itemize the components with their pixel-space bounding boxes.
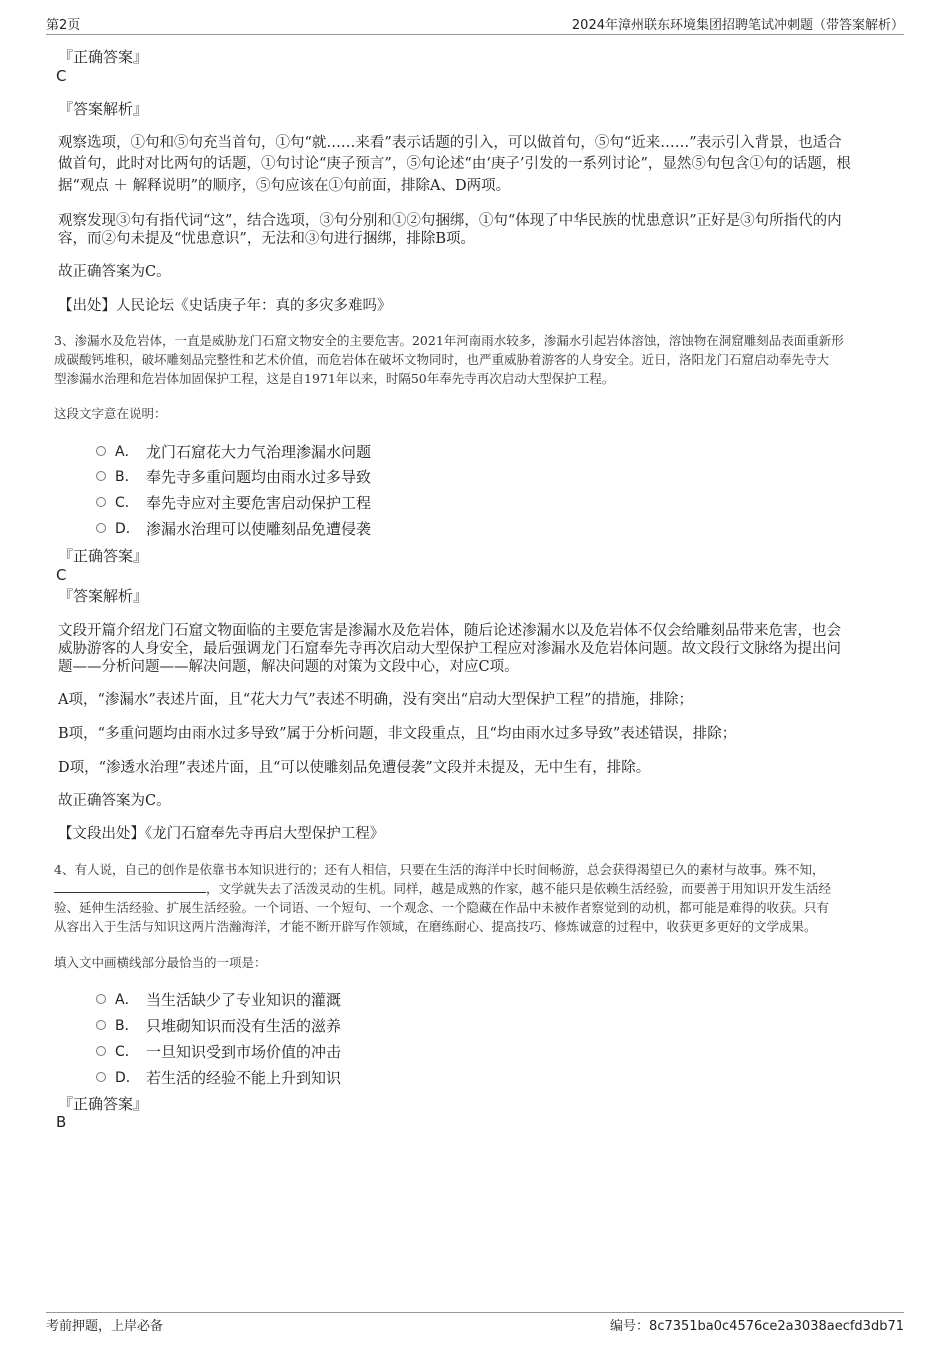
q4-stem-line: 4、有人说，自己的创作是依靠书本知识进行的；还有人相信，只要在生活的海洋中长时间畅游，总会获得渴望已久的素材与故事。殊不知， [54, 862, 825, 877]
radio-button[interactable] [96, 497, 106, 507]
q3-answer-label: 『正确答案』 [58, 547, 149, 565]
option-letter: C． [115, 1044, 139, 1060]
q4-stem-text: ，文学就失去了活泼灵动的生机。同样，越是成熟的作家，越不能只是依赖生活经验，而要善于用知识开发生活经 [206, 881, 832, 896]
q4-answer-label: 『正确答案』 [58, 1095, 149, 1113]
q3-analysis-line: 文段开篇介绍龙门石窟文物面临的主要危害是渗漏水及危岩体，随后论述渗漏水以及危岩体不仅会给雕刻品带来危害，也会 [58, 623, 841, 639]
q3-option-a-analysis: A项，“渗漏水”表述片面，且“花大力气”表述不明确，没有突出“启动大型保护工程”的措施，排除； [58, 692, 693, 708]
q2-source: 【出处】人民论坛《史话庚子年：真的多灾多难吗》 [58, 298, 392, 314]
q3-prompt: 这段文字意在说明： [54, 406, 167, 421]
q3-answer: C [56, 566, 67, 584]
footer-slogan: 考前押题，上岸必备 [46, 1319, 164, 1334]
option-letter: C． [115, 495, 139, 511]
q2-answer: C [56, 67, 67, 85]
document-title: 2024年漳州联东环境集团招聘笔试冲刺题（带答案解析） [571, 18, 904, 33]
page-header [46, 14, 904, 35]
option-text: 渗漏水治理可以使雕刻品免遭侵袭 [146, 520, 372, 538]
option-letter: D． [115, 521, 140, 537]
page-number: 第2页 [46, 18, 81, 33]
q2-analysis2-line: 容，而②句未提及“忧患意识”，无法和③句进行捆绑，排除B项。 [58, 231, 475, 247]
q4-answer: B [56, 1113, 67, 1131]
option-letter: D． [115, 1070, 140, 1086]
option-text: 当生活缺少了专业知识的灌溉 [146, 991, 342, 1009]
q4-stem-line2 [54, 880, 831, 899]
q2-analysis-line: 观察选项，①句和⑤句充当首句，①句“就……来看”表示话题的引入，可以做首句，⑤句“近来……”表示引入背景，也适合 [58, 135, 842, 151]
q2-analysis-line: 做首句，此时对比两句的话题，①句讨论“庚子预言”，⑤句论述“由‘庚子’引发的一系列讨论”，显然⑤句包含①句的话题，根 [58, 156, 851, 172]
radio-button[interactable] [96, 1072, 106, 1082]
option-text: 奉先寺应对主要危害启动保护工程 [146, 494, 372, 512]
option-text: 龙门石窟花大力气治理渗漏水问题 [146, 443, 372, 461]
option-text: 若生活的经验不能上升到知识 [146, 1069, 342, 1087]
q2-analysis2-line: 观察发现③句有指代词“这”，结合选项，③句分别和①②句捆绑，①句“体现了中华民族的忧患意识”正好是③句所指代的内 [58, 213, 842, 229]
q3-analysis-line: 威胁游客的人身安全，最后强调龙门石窟奉先寺再次启动大型保护工程应对渗漏水及危岩体问题。故文段行文脉络为提出问 [58, 641, 841, 657]
option-text: 一旦知识受到市场价值的冲击 [146, 1043, 342, 1061]
q3-analysis-line: 题——分析问题——解决问题，解决问题的对策为文段中心，对应C项。 [58, 659, 519, 675]
radio-button[interactable] [96, 1020, 106, 1030]
q3-option-b-analysis: B项，“多重问题均由雨水过多导致”属于分析问题，非文段重点，且“均由雨水过多导致”表述错误，排除； [58, 726, 737, 742]
q3-analysis-label: 『答案解析』 [58, 587, 149, 605]
q3-source: 【文段出处】《龙门石窟奉先寺再启大型保护工程》 [58, 826, 385, 842]
option-letter: A． [115, 444, 139, 460]
q4-stem-line: 从容出入于生活与知识这两片浩瀚海洋，才能不断开辟写作领域，在磨练耐心、提高技巧、修炼诚意的过程中，收获更多更好的文学成果。 [54, 919, 817, 934]
q3-option-d-analysis: D项，“渗透水治理”表述片面，且“可以使雕刻品免遭侵袭”文段并未提及，无中生有，排除。 [58, 760, 651, 776]
document-id: 编号：8c7351ba0c4576ce2a3038aecfd3db71 [610, 1319, 904, 1334]
fill-in-blank [54, 880, 206, 893]
option-letter: A． [115, 992, 139, 1008]
q2-conclusion: 故正确答案为C。 [58, 264, 171, 280]
radio-button[interactable] [96, 523, 106, 533]
option-letter: B． [115, 1018, 139, 1034]
page-footer [46, 1312, 904, 1335]
q4-stem-line: 验、延伸生活经验、扩展生活经验。一个词语、一个短句、一个观念、一个隐藏在作品中未被作者察觉到的动机，都可能是难得的收获。只有 [54, 900, 830, 915]
q4-prompt: 填入文中画横线部分最恰当的一项是： [54, 955, 267, 970]
option-letter: B． [115, 469, 139, 485]
q3-stem-line: 型渗漏水治理和危岩体加固保护工程，这是自1971年以来，时隔50年奉先寺再次启动大型保护工程。 [54, 371, 615, 386]
q2-analysis-line: 据“观点 ＋ 解释说明”的顺序，⑤句应该在①句前面，排除A、D两项。 [58, 178, 511, 194]
radio-button[interactable] [96, 994, 106, 1004]
q2-analysis-label: 『答案解析』 [58, 100, 149, 118]
radio-button[interactable] [96, 446, 106, 456]
option-text: 只堆砌知识而没有生活的滋养 [146, 1017, 342, 1035]
radio-button[interactable] [96, 471, 106, 481]
q3-stem-line: 3、渗漏水及危岩体，一直是威胁龙门石窟文物安全的主要危害。2021年河南雨水较多，渗漏水引起岩体溶蚀，溶蚀物在洞窟雕刻品表面重新形 [54, 333, 844, 348]
radio-button[interactable] [96, 1046, 106, 1056]
q3-conclusion: 故正确答案为C。 [58, 793, 171, 809]
option-text: 奉先寺多重问题均由雨水过多导致 [146, 468, 372, 486]
q3-stem-line: 成碳酸钙堆积，破坏雕刻品完整性和艺术价值，而危岩体在破坏文物同时，也严重威胁着游客的人身安全。近日，洛阳龙门石窟启动奉先寺大 [54, 352, 830, 367]
q2-answer-label: 『正确答案』 [58, 48, 149, 66]
